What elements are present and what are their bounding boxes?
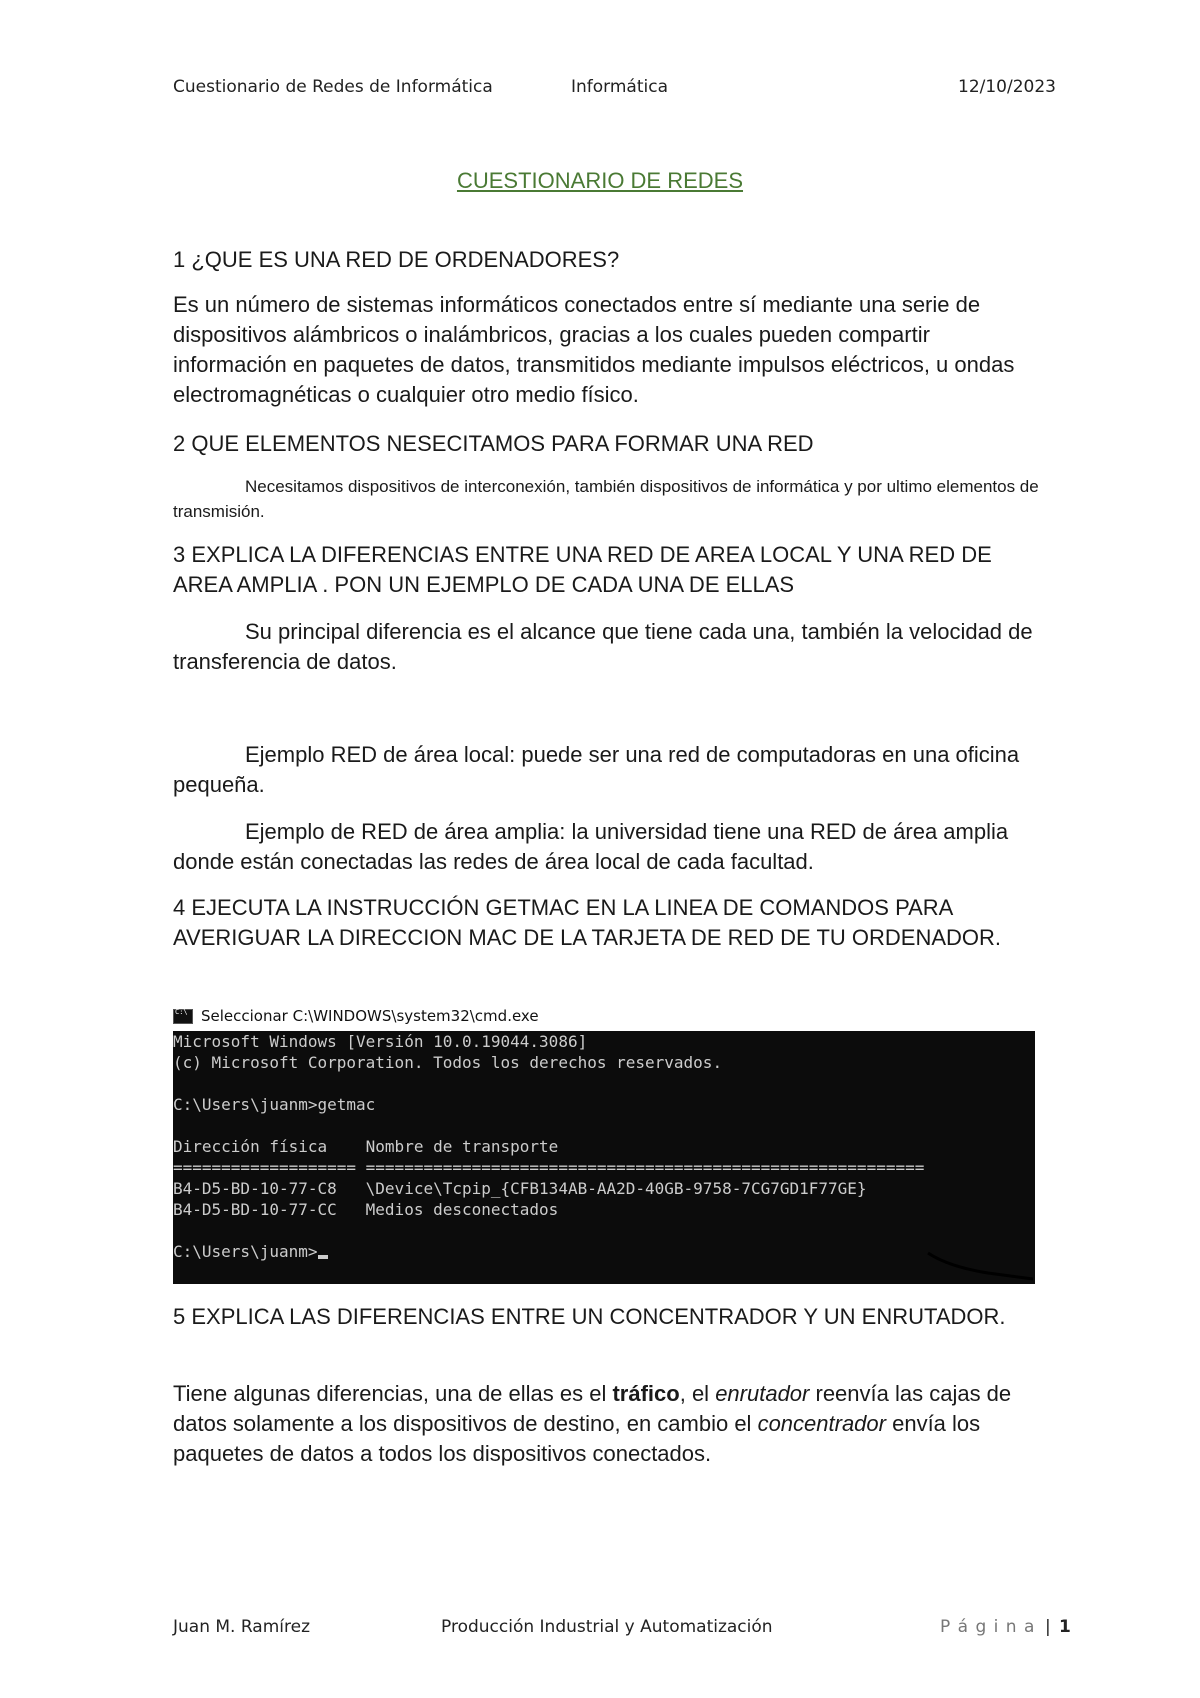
terminal-title-bar	[173, 1004, 539, 1028]
terminal-line: C:\Users\juanm>getmac	[173, 1095, 376, 1114]
answer-1: Es un número de sistemas informáticos conectados entre sí mediante una serie de dispositivos alámbricos o inalámbricos, gracias a los cuales pueden compartir información en paquetes de datos, transmitidos mediante impulsos eléctricos, u ondas electromagnéticas o cualquier otro medio físico.	[173, 292, 1015, 407]
answer-5-italic-term: concentrador	[757, 1411, 886, 1436]
footer-page-number: 1	[1059, 1617, 1071, 1637]
terminal-line: (c) Microsoft Corporation. Todos los derechos reservados.	[173, 1053, 723, 1072]
answer-5-italic-term: enrutador	[715, 1381, 810, 1406]
cmd-icon	[173, 1009, 193, 1024]
answer-5	[173, 1379, 1043, 1469]
answer-5-text: Tiene algunas diferencias, una de ellas es el	[173, 1381, 613, 1406]
header-subject: Informática	[571, 77, 668, 97]
answer-3-wan-example: Ejemplo de RED de área amplia: la universidad tiene una RED de área amplia donde están conectadas las redes de área local de cada facultad.	[173, 819, 1009, 874]
answer-3-lan-example: Ejemplo RED de área local: puede ser una red de computadoras en una oficina pequeña.	[173, 742, 1020, 797]
footer-separator: |	[1045, 1617, 1051, 1637]
question-4: 4 EJECUTA LA INSTRUCCIÓN GETMAC EN LA LINEA DE COMANDOS PARA AVERIGUAR LA DIRECCION MAC DE LA TARJETA DE RED DE TU ORDENADOR.	[173, 895, 1002, 950]
answer-2: Necesitamos dispositivos de interconexión, también dispositivos de informática y por ultimo elementos de transmisión.	[173, 477, 1039, 521]
answer-5-text: , el	[679, 1381, 716, 1406]
question-5: 5 EXPLICA LAS DIFERENCIAS ENTRE UN CONCENTRADOR Y UN ENRUTADOR.	[173, 1304, 1006, 1329]
footer-author: Juan M. Ramírez	[173, 1617, 310, 1637]
terminal-window-title: Seleccionar C:\WINDOWS\system32\cmd.exe	[201, 1007, 539, 1025]
answer-5-text: envía los paquetes de datos a todos los dispositivos conectados.	[173, 1411, 981, 1466]
footer-program: Producción Industrial y Automatización	[441, 1617, 773, 1637]
question-1: 1 ¿QUE ES UNA RED DE ORDENADORES?	[173, 247, 620, 272]
terminal-line: =================== ==========================================================	[173, 1158, 925, 1177]
terminal-line: Microsoft Windows [Versión 10.0.19044.3086]	[173, 1032, 588, 1051]
header-date: 12/10/2023	[958, 77, 1056, 97]
answer-5-text: reenvía las cajas de datos solamente a los dispositivos de destino, en cambio el	[173, 1381, 1012, 1436]
answer-3-difference: Su principal diferencia es el alcance que tiene cada una, también la velocidad de transferencia de datos.	[173, 619, 1033, 674]
answer-5-bold-term: tráfico	[612, 1381, 680, 1406]
terminal-line: B4-D5-BD-10-77-C8 \Device\Tcpip_{CFB134AB-AA2D-40GB-9758-7CG7GD1F77GE}	[173, 1179, 867, 1198]
terminal-line: B4-D5-BD-10-77-CC Medios desconectados	[173, 1200, 559, 1219]
page-title: CUESTIONARIO DE REDES	[456, 168, 744, 193]
question-3: 3 EXPLICA LA DIFERENCIAS ENTRE UNA RED DE AREA LOCAL Y UNA RED DE AREA AMPLIA . PON UN EJEMPLO DE CADA UNA DE ELLAS	[173, 542, 992, 597]
terminal-prompt: C:\Users\juanm>	[173, 1242, 318, 1261]
terminal-output	[173, 1031, 1035, 1284]
scribble-mark	[173, 1031, 1035, 1284]
footer-page-label: P á g i n a	[940, 1617, 1036, 1637]
terminal-line: Dirección física Nombre de transporte	[173, 1137, 559, 1156]
header-document-title: Cuestionario de Redes de Informática	[173, 77, 493, 97]
question-2: 2 QUE ELEMENTOS NESECITAMOS PARA FORMAR UNA RED	[173, 431, 814, 456]
